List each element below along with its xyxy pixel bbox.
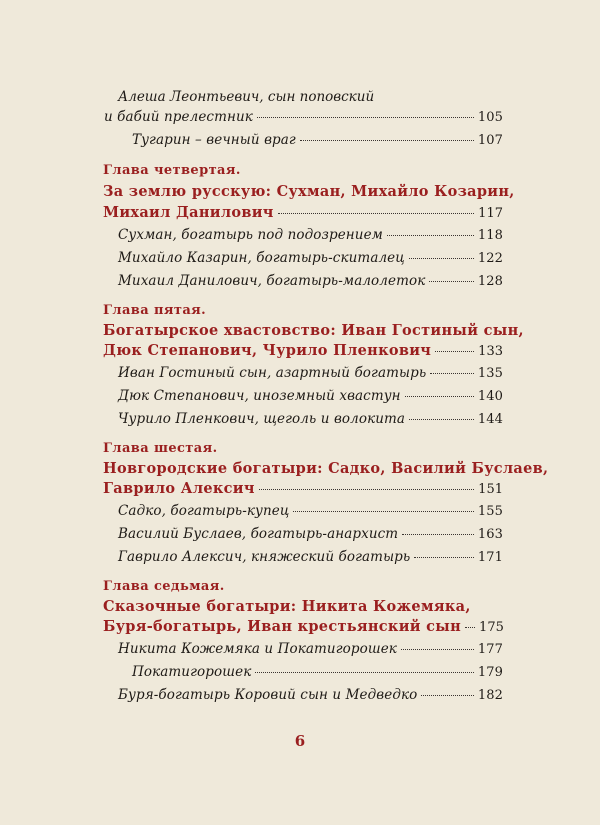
chapter-title-row [103, 204, 503, 221]
toc-entry-title: Сухман, богатырь под подозрением [118, 227, 383, 243]
chapter-title-row [103, 342, 503, 359]
page-number: 105 [477, 110, 503, 125]
toc-entry [118, 227, 503, 243]
toc-entry [118, 250, 503, 266]
page-number: 177 [477, 642, 503, 657]
leader-dots [387, 235, 474, 236]
chapter-title-line: Дюк Степанович, Чурило Пленкович [103, 342, 432, 359]
leader-dots [405, 396, 474, 397]
toc-entry-title: Михаил Данилович, богатырь-малолеток [118, 273, 426, 289]
toc-entry-title: и бабий прелестник [104, 109, 253, 125]
leader-dots [421, 695, 473, 696]
toc-entry [118, 411, 503, 427]
chapter-label: Глава четвертая. [103, 163, 241, 178]
chapter-title-row [103, 480, 503, 497]
toc-entry [118, 549, 503, 565]
toc-entry-title: Тугарин – вечный враг [132, 132, 296, 148]
toc-entry [118, 687, 503, 703]
toc-entry-title: Никита Кожемяка и Покатигорошек [118, 641, 397, 657]
page-number: 117 [478, 206, 503, 221]
page-number: 140 [477, 389, 503, 404]
toc-entry-title: Иван Гостиный сын, азартный богатырь [118, 365, 427, 381]
toc-entry [118, 641, 503, 657]
chapter-title-row [103, 618, 503, 635]
page-number: 163 [477, 527, 503, 542]
page-number: 118 [477, 228, 503, 243]
toc-entry [118, 503, 503, 519]
leader-dots [409, 258, 474, 259]
toc-entry-title: Гаврило Алексич, княжеский богатырь [118, 549, 411, 565]
chapter-title-line: Гаврило Алексич [103, 480, 255, 497]
toc-entry [132, 132, 503, 148]
chapter-label: Глава шестая. [103, 441, 218, 456]
leader-dots [293, 511, 473, 512]
page-number: 128 [477, 274, 503, 289]
page-number: 171 [477, 550, 503, 565]
toc-entry-title: Дюк Степанович, иноземный хвастун [118, 388, 401, 404]
leader-dots [414, 557, 474, 558]
leader-dots [278, 213, 475, 214]
leader-dots [409, 419, 474, 420]
page-number: 179 [477, 665, 503, 680]
leader-dots [259, 489, 474, 490]
leader-dots [255, 672, 474, 673]
leader-dots [465, 627, 475, 628]
toc-entry-title: Чурило Пленкович, щеголь и волокита [118, 411, 406, 427]
chapter-label: Глава пятая. [103, 303, 207, 318]
chapter-title-line: Богатырское хвастовство: Иван Гостиный сын, [103, 322, 524, 339]
page-number: 135 [477, 366, 503, 381]
toc-entry [118, 526, 503, 542]
toc-entry [118, 388, 503, 404]
chapter-title-line: За землю русскую: Сухман, Михайло Козарин, [103, 183, 515, 200]
page-number: 122 [477, 251, 503, 266]
toc-entry-line: Алеша Леонтьевич, сын поповский [118, 89, 375, 105]
page-number: 107 [477, 133, 503, 148]
toc-entry-title: Михайло Казарин, богатырь-скиталец [118, 250, 405, 266]
chapter-title-line: Михаил Данилович [103, 204, 274, 221]
leader-dots [300, 140, 474, 141]
page-number: 182 [477, 688, 503, 703]
chapter-title-line: Новгородские богатыри: Садко, Василий Буслаев, [103, 460, 549, 477]
leader-dots [435, 351, 474, 352]
leader-dots [257, 117, 474, 118]
toc-entry [104, 109, 503, 125]
page-number: 144 [477, 412, 503, 427]
toc-entry-title: Садко, богатырь-купец [118, 503, 290, 519]
page-number: 175 [479, 620, 504, 635]
toc-entry [118, 365, 503, 381]
chapter-title-line: Буря-богатырь, Иван крестьянский сын [103, 618, 462, 635]
leader-dots [401, 649, 474, 650]
leader-dots [402, 534, 474, 535]
toc-entry [132, 664, 503, 680]
chapter-title-line: Сказочные богатыри: Никита Кожемяка, [103, 598, 471, 615]
chapter-label: Глава седьмая. [103, 579, 225, 594]
page-number: 133 [478, 344, 503, 359]
toc-entry-title: Буря-богатырь Коровий сын и Медведко [118, 687, 418, 703]
leader-dots [429, 281, 474, 282]
leader-dots [430, 373, 474, 374]
toc-entry [118, 273, 503, 289]
toc-entry-title: Покатигорошек [132, 664, 252, 680]
toc-entry-title: Василий Буслаев, богатырь-анархист [118, 526, 399, 542]
folio-page-number: 6 [294, 732, 306, 750]
page-number: 155 [477, 504, 503, 519]
page-number: 151 [478, 482, 503, 497]
